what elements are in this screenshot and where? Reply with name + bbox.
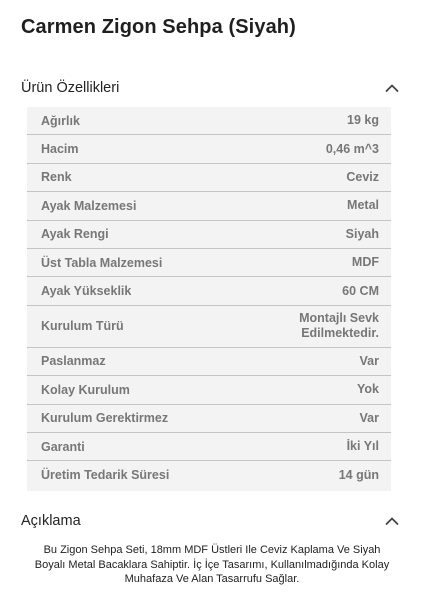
description-heading: Açıklama <box>21 513 81 529</box>
spec-label: Ayak Rengi <box>41 227 109 242</box>
spec-label: Kurulum Gerektirmez <box>41 411 169 426</box>
spec-row-stainless <box>27 348 391 376</box>
spec-row-lead-time <box>27 461 391 489</box>
spec-value: 14 gün <box>338 467 379 482</box>
spec-value: Metal <box>347 198 379 213</box>
spec-table <box>27 107 391 491</box>
spec-label: Renk <box>41 170 72 185</box>
spec-value: Yok <box>357 382 379 397</box>
spec-label: Ağırlık <box>41 113 80 128</box>
chevron-up-icon[interactable] <box>385 516 399 526</box>
spec-value: Var <box>359 353 379 368</box>
spec-label: Ayak Yükseklik <box>41 284 132 299</box>
spec-value: İki Yıl <box>346 439 379 454</box>
features-heading: Ürün Özellikleri <box>21 80 120 96</box>
description-section-header[interactable] <box>21 509 399 533</box>
spec-label: Hacim <box>41 142 79 157</box>
spec-value: 0,46 m^3 <box>325 141 379 156</box>
spec-row-volume <box>27 135 391 163</box>
spec-label: Kurulum Türü <box>41 319 124 334</box>
spec-row-easy-installation <box>27 376 391 404</box>
chevron-up-icon[interactable] <box>385 83 399 93</box>
spec-row-leg-color <box>27 221 391 249</box>
spec-value: 19 kg <box>347 113 379 128</box>
page-title: Carmen Zigon Sehpa (Siyah) <box>21 16 296 38</box>
spec-row-weight <box>27 107 391 135</box>
spec-row-top-material <box>27 249 391 277</box>
spec-value: Siyah <box>345 226 379 241</box>
spec-row-leg-material <box>27 192 391 220</box>
spec-row-leg-height <box>27 277 391 305</box>
spec-row-color <box>27 164 391 192</box>
spec-value: MDF <box>351 255 379 270</box>
spec-label: Kolay Kurulum <box>41 382 130 397</box>
spec-label: Garanti <box>41 439 85 454</box>
spec-label: Paslanmaz <box>41 354 106 369</box>
spec-value: Ceviz <box>346 169 379 184</box>
spec-value: Montajlı Sevk Edilmektedir. <box>299 311 379 341</box>
description-text: Bu Zigon Sehpa Seti, 18mm MDF Üstleri Ile Ceviz Kaplama Ve Siyah Boyalı Metal Bacaklara Sahiptir. İç İçe Tasarımı, Kullanılmadığında Kolay Muhafaza Ve Alan Tasarrufu Sağlar. <box>34 544 390 585</box>
spec-label: Üst Tabla Malzemesi <box>41 255 163 270</box>
spec-label: Üretim Tedarik Süresi <box>41 468 170 483</box>
spec-row-warranty <box>27 433 391 461</box>
spec-row-installation-type <box>27 306 391 348</box>
features-section-header[interactable] <box>21 76 399 100</box>
spec-label: Ayak Malzemesi <box>41 198 137 213</box>
spec-value: Var <box>359 410 379 425</box>
spec-row-no-installation-required <box>27 405 391 433</box>
spec-value: 60 CM <box>342 283 379 298</box>
